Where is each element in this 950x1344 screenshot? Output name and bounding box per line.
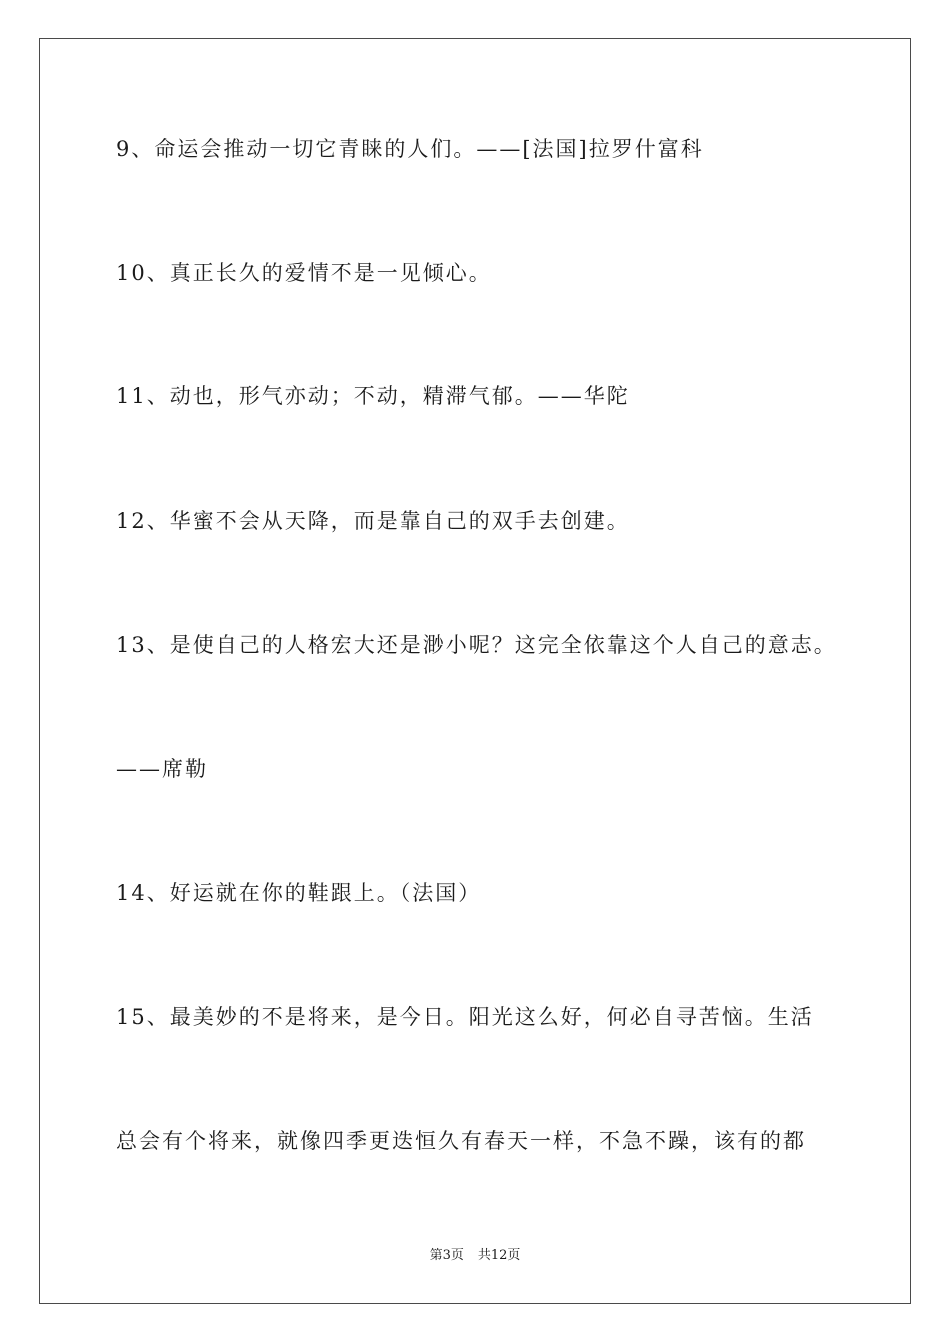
text-line-quote-13: 13、是使自己的人格宏大还是渺小呢？这完全依靠这个人自己的意志。 <box>116 633 837 657</box>
text-line-quote-15: 15、最美妙的不是将来，是今日。阳光这么好，何必自寻苦恼。生活 <box>116 1005 814 1029</box>
text-line-quote-11: 11、动也，形气亦动；不动，精滞气郁。——华陀 <box>116 384 630 408</box>
text-line-quote-13-author: ——席勒 <box>116 757 208 781</box>
page-total: 共12页 <box>477 1248 521 1263</box>
text-line-quote-9: 9、命运会推动一切它青睐的人们。——[法国]拉罗什富科 <box>116 137 704 161</box>
text-line-quote-12: 12、华蜜不会从天降，而是靠自己的双手去创建。 <box>116 509 630 533</box>
page-border <box>39 38 911 1304</box>
text-line-quote-10: 10、真正长久的爱情不是一见倾心。 <box>116 261 492 285</box>
text-line-quote-14: 14、好运就在你的鞋跟上。（法国） <box>116 881 482 905</box>
page-footer <box>0 1246 950 1266</box>
text-line-quote-15-cont: 总会有个将来，就像四季更迭恒久有春天一样，不急不躁，该有的都 <box>116 1129 806 1153</box>
page-number: 第3页 <box>429 1248 464 1263</box>
